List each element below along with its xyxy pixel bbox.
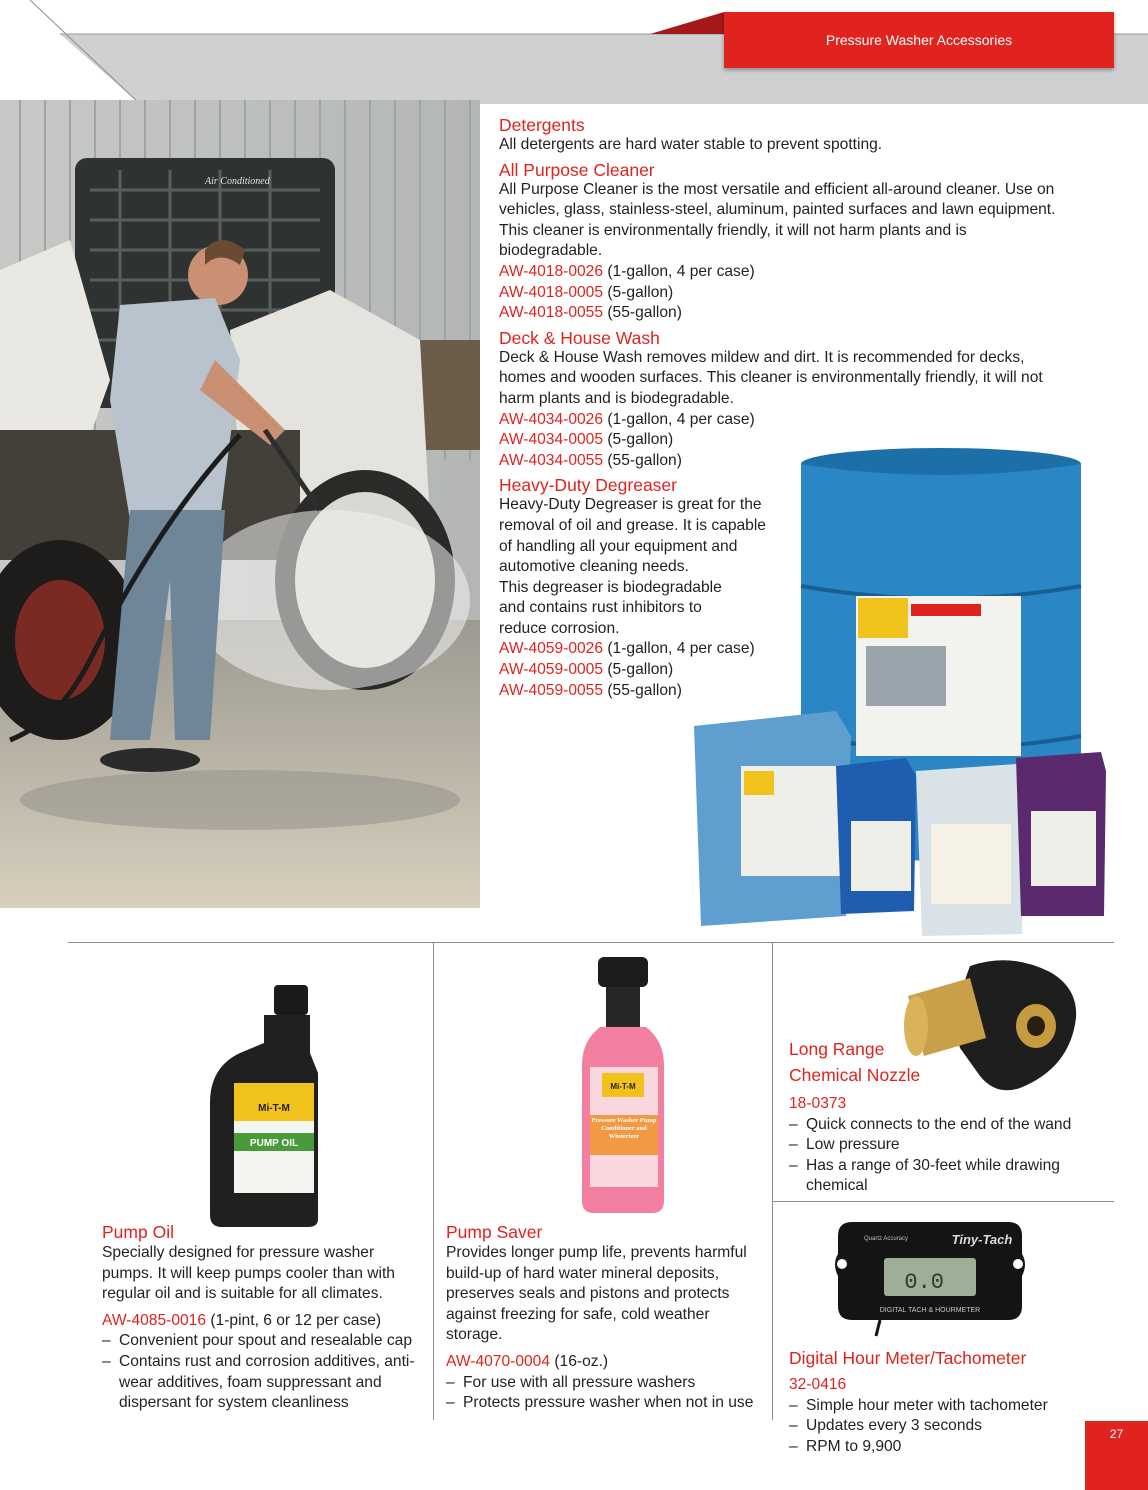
- bullet-dash: –: [789, 1437, 798, 1455]
- part-spec: (1-gallon, 4 per case): [603, 640, 755, 658]
- pump-oil-bottle-image: [200, 983, 320, 1229]
- pump-oil-title: Pump Oil: [102, 1222, 174, 1242]
- bullet-text: Has a range of 30-feet while drawing chemical: [806, 1156, 1060, 1195]
- part-spec: (55-gallon): [603, 304, 682, 322]
- part-spec: (1-pint, 6 or 12 per case): [206, 1311, 382, 1329]
- pump-saver-bottle-image: [580, 955, 666, 1217]
- meter-caption: DIGITAL TACH & HOURMETER: [879, 1307, 981, 1314]
- part-spec: (1-gallon, 4 per case): [603, 410, 755, 428]
- meter-section: [789, 1348, 1109, 1457]
- nozzle-section: [789, 1036, 1109, 1197]
- meter-brand: Tiny-Tach: [951, 1232, 1013, 1247]
- part-spec: (55-gallon): [603, 451, 682, 469]
- bullet-dash: –: [789, 1417, 798, 1435]
- pump-saver-desc: Provides longer pump life, prevents harmful build-up of hard water mineral deposits, preserves seals and pistons and protects against freezing for safe, cold weather storage.: [446, 1244, 747, 1344]
- page-number: [1085, 1421, 1148, 1490]
- part-number-line: [446, 1352, 756, 1373]
- part-spec: (55-gallon): [603, 681, 682, 699]
- meter-sub: Quartz Accuracy: [863, 1236, 909, 1242]
- detergents-intro: All detergents are hard water stable to prevent spotting.: [499, 136, 883, 153]
- part-number: AW-4059-0055: [499, 681, 604, 699]
- part-spec: (16-oz.): [550, 1352, 609, 1370]
- part-number: AW-4034-0055: [499, 451, 604, 469]
- bullet-dash: –: [102, 1332, 111, 1350]
- pump-saver-label-product: Pressure Washer Pump Conditioner and Winterizer: [591, 1117, 657, 1140]
- detergents-title: Detergents: [499, 115, 585, 135]
- part-number: AW-4018-0055: [499, 304, 604, 322]
- part-number: AW-4085-0016: [102, 1311, 207, 1329]
- all-purpose-title: All Purpose Cleaner: [499, 159, 655, 180]
- degreaser-desc-line: of handling all your equipment and: [499, 537, 738, 555]
- deck-house-title: Deck & House Wash: [499, 327, 660, 348]
- list-item: [102, 1352, 422, 1414]
- degreaser-desc-line: automotive cleaning needs.: [499, 558, 689, 576]
- degreaser-desc-line: removal of oil and grease. It is capable: [499, 516, 766, 534]
- pump-oil-desc: Specially designed for pressure washer pumps. It will keep pumps cooler than with regular oil and is suitable for all climates.: [102, 1244, 395, 1303]
- divider-vertical: [772, 942, 773, 1420]
- pump-oil-section: [102, 1222, 422, 1414]
- hour-meter-image: [832, 1214, 1028, 1338]
- bullet-text: Contains rust and corrosion additives, anti-wear additives, foam suppressant and dispersant for system cleanliness: [119, 1352, 415, 1412]
- part-spec: (5-gallon): [603, 661, 674, 679]
- part-spec: (5-gallon): [603, 431, 674, 449]
- part-spec: (5-gallon): [603, 283, 674, 301]
- nozzle-title-line1: Long Range: [789, 1039, 885, 1059]
- bullet-dash: –: [789, 1396, 798, 1414]
- degreaser-desc-line: and contains rust inhibitors to: [499, 599, 702, 617]
- page-number-text: 27: [1109, 1427, 1124, 1441]
- divider-vertical: [433, 942, 434, 1420]
- bullet-text: Quick connects to the end of the wand: [806, 1115, 1072, 1133]
- pump-oil-label-product: PUMP OIL: [249, 1138, 299, 1149]
- list-item: [789, 1396, 1109, 1417]
- bullet-dash: –: [789, 1136, 798, 1154]
- bullet-text: Simple hour meter with tachometer: [806, 1396, 1048, 1414]
- part-number: AW-4034-0026: [499, 410, 604, 428]
- part-number: AW-4070-0004: [446, 1352, 551, 1370]
- divider-horizontal: [772, 1201, 1114, 1202]
- bullet-dash: –: [789, 1156, 798, 1174]
- degreaser-title: Heavy-Duty Degreaser: [499, 475, 677, 496]
- all-purpose-desc: All Purpose Cleaner is the most versatile and efficient all-around cleaner. Use on vehicles, glass, stainless-steel, aluminum, painted surfaces and lawn equipment. This cleaner is environmentally friendly, it will not harm plants and is biodegradable.: [499, 180, 1056, 260]
- pump-saver-label-brand: Mi-T-M: [610, 1082, 636, 1091]
- part-number-line: [499, 262, 1069, 283]
- part-number-line: [102, 1311, 422, 1332]
- bullet-dash: –: [446, 1373, 455, 1391]
- bullet-text: Convenient pour spout and resealable cap: [119, 1332, 413, 1350]
- pump-oil-label-brand: Mi-T-M: [258, 1103, 290, 1114]
- bullet-text: Updates every 3 seconds: [806, 1417, 982, 1435]
- list-item: [789, 1437, 1109, 1458]
- part-number: 32-0416: [789, 1376, 847, 1393]
- degreaser-desc-line: This degreaser is biodegradable: [499, 578, 722, 596]
- part-number-line: [499, 303, 1069, 324]
- list-item: [789, 1416, 1109, 1437]
- pump-saver-section: [446, 1222, 756, 1414]
- bullet-dash: –: [102, 1352, 111, 1370]
- list-item: [789, 1115, 1109, 1136]
- pump-saver-title: Pump Saver: [446, 1222, 543, 1242]
- part-spec: (1-gallon, 4 per case): [603, 262, 755, 280]
- bullet-text: Low pressure: [806, 1136, 900, 1154]
- section-tab-label: Pressure Washer Accessories: [825, 32, 1013, 48]
- list-item: [446, 1393, 756, 1414]
- part-number: AW-4018-0005: [499, 283, 604, 301]
- bullet-dash: –: [446, 1394, 455, 1412]
- part-number: AW-4059-0026: [499, 640, 604, 658]
- part-number: AW-4018-0026: [499, 262, 604, 280]
- degreaser-desc-line: reduce corrosion.: [499, 619, 620, 637]
- list-item: [446, 1373, 756, 1394]
- part-number: 18-0373: [789, 1095, 847, 1112]
- part-number: AW-4059-0005: [499, 661, 604, 679]
- divider-horizontal: [68, 942, 1114, 943]
- bullet-text: RPM to 9,900: [806, 1437, 902, 1455]
- degreaser-desc-line: Heavy-Duty Degreaser is great for the: [499, 496, 762, 514]
- part-number: AW-4034-0005: [499, 431, 604, 449]
- list-item: [789, 1135, 1109, 1156]
- meter-title: Digital Hour Meter/Tachometer: [789, 1348, 1027, 1368]
- nozzle-title-line2: Chemical Nozzle: [789, 1065, 921, 1085]
- part-number-line: [499, 410, 1069, 431]
- hero-photo: [0, 100, 480, 908]
- detergent-containers-image: [686, 446, 1142, 936]
- bullet-text: Protects pressure washer when not in use: [463, 1394, 754, 1412]
- cab-sign: Air Conditioned: [205, 176, 270, 187]
- list-item: [102, 1331, 422, 1352]
- section-tab: [724, 12, 1114, 68]
- bullet-dash: –: [789, 1115, 798, 1133]
- bullet-text: For use with all pressure washers: [463, 1373, 696, 1391]
- meter-display: 0.0: [904, 1270, 944, 1295]
- deck-house-desc: Deck & House Wash removes mildew and dirt. It is recommended for decks, homes and wooden surfaces. This cleaner is environmentally friendly, it will not harm plants and is biodegradable.: [499, 348, 1043, 407]
- part-number-line: [499, 283, 1069, 304]
- list-item: [789, 1156, 1109, 1197]
